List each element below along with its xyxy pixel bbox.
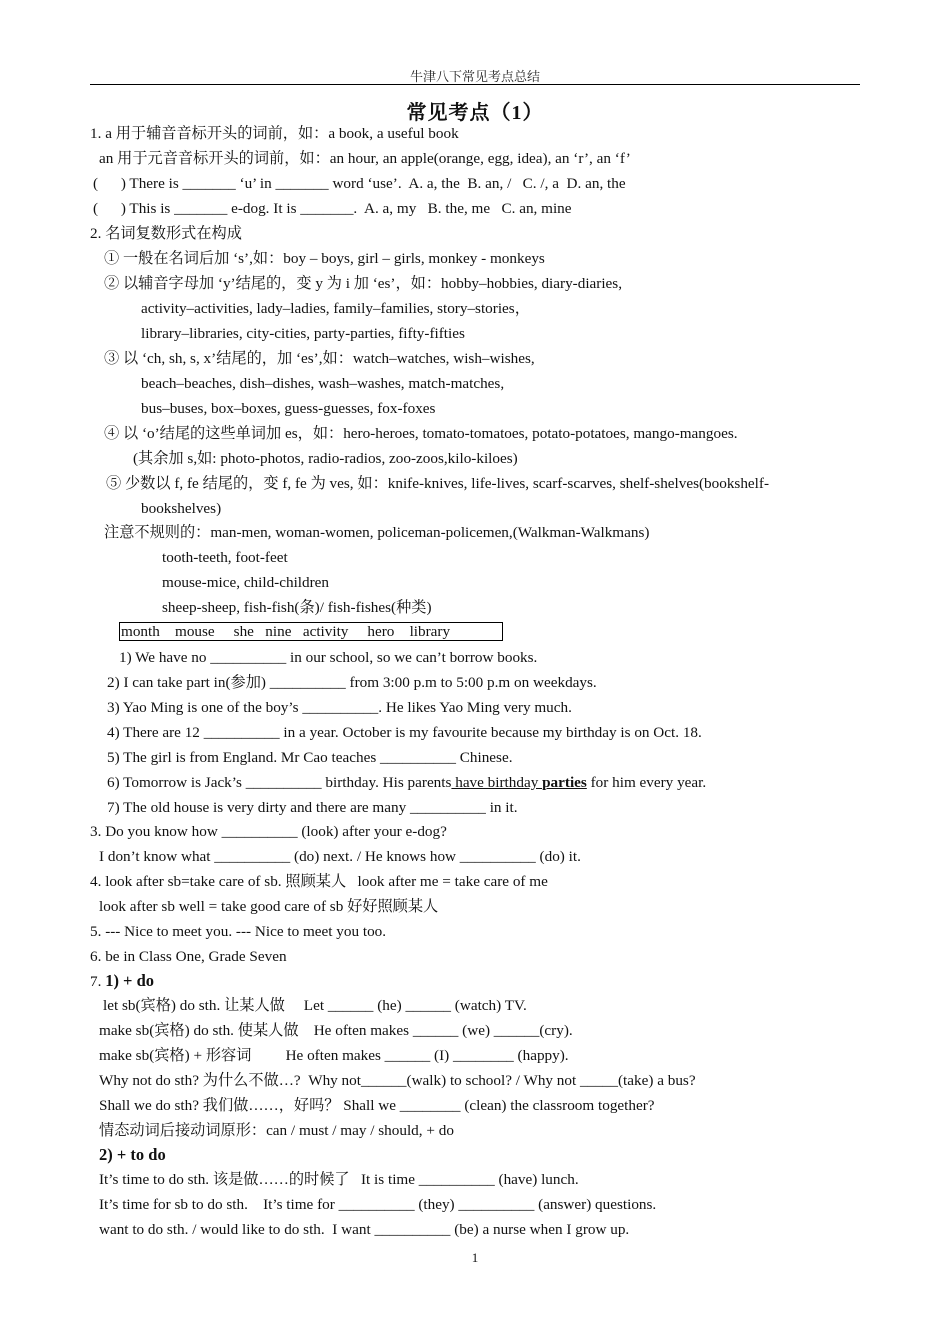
exercise-line: I don’t know what __________ (do) next. / He knows how __________ (do) it. bbox=[99, 848, 581, 865]
rule-line: ⑤ 少数以 f, fe 结尾的，变 f, fe 为 ves, 如：knife-knives, life-lives, scarf-scarves, shelf-shelves(bookshelf- bbox=[106, 475, 770, 492]
exercise-line: make sb(宾格) + 形容词 He often makes ______ (I) ________ (happy). bbox=[99, 1047, 569, 1064]
rule-line: ③ 以 ‘ch, sh, s, x’结尾的，加 ‘es’,如：watch–watches, wish–wishes, bbox=[104, 350, 535, 367]
exercise-line: Shall we do sth? 我们做……，好吗？ Shall we ________ (clean) the classroom together? bbox=[99, 1097, 655, 1114]
exercise-line bbox=[107, 773, 706, 793]
example-line: beach–beaches, dish–dishes, wash–washes, match-matches, bbox=[141, 375, 505, 392]
word-bank-item: month bbox=[121, 623, 160, 640]
section-heading: 2. 名词复数形式在构成 bbox=[90, 225, 242, 242]
exercise-line: 3. Do you know how __________ (look) after your e-dog? bbox=[90, 823, 447, 840]
example-line: (其余加 s,如: photo-photos, radio-radios, zoo-zoos,kilo-kiloes) bbox=[133, 450, 518, 467]
exercise-line: 2) I can take part in(参加) __________ from 3:00 p.m to 5:00 p.m on weekdays. bbox=[107, 674, 597, 691]
rule-line: ① 一般在名词后加 ‘s’,如：boy – boys, girl – girls, monkey - monkeys bbox=[104, 250, 545, 267]
exercise-line: It’s time to do sth. 该是做……的时候了 It is time __________ (have) lunch. bbox=[99, 1171, 579, 1188]
exercise-line: 7) The old house is very dirty and there are many __________ in it. bbox=[107, 799, 518, 816]
word-bank-item: library bbox=[409, 623, 451, 640]
section-number: 7. bbox=[90, 973, 106, 990]
exercise-line: 1) We have no __________ in our school, so we can’t borrow books. bbox=[119, 649, 538, 666]
subsection-heading: 2) + to do bbox=[99, 1145, 166, 1164]
text-line: look after sb well = take good care of sb 好好照顾某人 bbox=[99, 898, 439, 915]
text-line: 5. --- Nice to meet you. --- Nice to meet you too. bbox=[90, 923, 387, 940]
text-line: 6. be in Class One, Grade Seven bbox=[90, 948, 287, 965]
exercise-text: 6) Tomorrow is Jack’s __________ birthday. His parents bbox=[107, 774, 452, 791]
subsection-heading: 1) + do bbox=[105, 971, 155, 990]
rule-line: ④ 以 ‘o’结尾的这些单词加 es，如：hero-heroes, tomato-tomatoes, potato-potatoes, mango-mangoes. bbox=[104, 425, 738, 442]
example-line: library–libraries, city-cities, party-parties, fifty-fifties bbox=[141, 325, 465, 342]
example-line: activity–activities, lady–ladies, family–families, story–stories， bbox=[141, 300, 530, 317]
word-bank-item: mouse bbox=[175, 623, 215, 640]
exercise-line: let sb(宾格) do sth. 让某人做 Let ______ (he) ______ (watch) TV. bbox=[103, 997, 527, 1014]
exercise-line: 4) There are 12 __________ in a year. October is my favourite because my birthday is on Oct. 18. bbox=[107, 724, 702, 741]
text-line: 1. a 用于辅音音标开头的词前，如：a book, a useful book bbox=[90, 125, 459, 142]
text-line: an 用于元音音标开头的词前，如：an hour, an apple(orange, egg, idea), an ‘r’, an ‘f’ bbox=[99, 150, 631, 167]
exercise-text: for him every year. bbox=[586, 774, 707, 791]
example-line: bookshelves) bbox=[141, 500, 222, 517]
header-rule bbox=[90, 84, 860, 85]
text-line: 4. look after sb=take care of sb. 照顾某人 look after me = take care of me bbox=[90, 873, 548, 890]
exercise-line: Why not do sth? 为什么不做…? Why not______(walk) to school? / Why not _____(take) a bus? bbox=[99, 1072, 696, 1089]
underlined-phrase: have birthday bbox=[451, 774, 543, 791]
page-title: 常见考点（1） bbox=[406, 102, 544, 124]
exercise-line: make sb(宾格) do sth. 使某人做 He often makes ______ (we) ______(cry). bbox=[99, 1022, 573, 1039]
irregular-line: mouse-mice, child-children bbox=[162, 574, 330, 591]
exercise-line: 3) Yao Ming is one of the boy’s __________. He likes Yao Ming very much. bbox=[107, 699, 572, 716]
page-number: 1 bbox=[471, 1250, 479, 1265]
word-bank-box bbox=[119, 622, 503, 641]
irregular-line: 注意不规则的：man-men, woman-women, policeman-policemen,(Walkman-Walkmans) bbox=[104, 524, 650, 541]
exercise-line: It’s time for sb to do sth. It’s time for __________ (they) __________ (answer) questions. bbox=[99, 1196, 657, 1213]
word-bank-item: nine bbox=[265, 623, 292, 640]
running-header: 牛津八下常见考点总结 bbox=[409, 69, 540, 84]
emphasized-word: parties bbox=[542, 774, 587, 791]
rule-line: ② 以辅音字母加 ‘y’结尾的，变 y 为 i 加 ‘es’，如：hobby–hobbies, diary-diaries, bbox=[104, 275, 622, 292]
word-bank-item: activity bbox=[302, 623, 349, 640]
word-bank-item: hero bbox=[367, 623, 395, 640]
section-heading bbox=[90, 971, 154, 992]
exercise-line: want to do sth. / would like to do sth. I want __________ (be) a nurse when I grow up. bbox=[99, 1221, 630, 1238]
exercise-line: ( ) This is _______ e-dog. It is _______. A. a, my B. the, me C. an, mine bbox=[93, 200, 572, 217]
irregular-line: sheep-sheep, fish-fish(条)/ fish-fishes(种类) bbox=[162, 599, 432, 616]
exercise-line: ( ) There is _______ ‘u’ in _______ word ‘use’. A. a, the B. an, / C. /, a D. an, the bbox=[93, 175, 626, 192]
exercise-line: 5) The girl is from England. Mr Cao teaches __________ Chinese. bbox=[107, 749, 513, 766]
example-line: bus–buses, box–boxes, guess-guesses, fox-foxes bbox=[141, 400, 436, 417]
irregular-line: tooth-teeth, foot-feet bbox=[162, 549, 288, 566]
word-bank-item: she bbox=[233, 623, 254, 640]
text-line: 情态动词后接动词原形：can / must / may / should, + do bbox=[99, 1122, 454, 1139]
